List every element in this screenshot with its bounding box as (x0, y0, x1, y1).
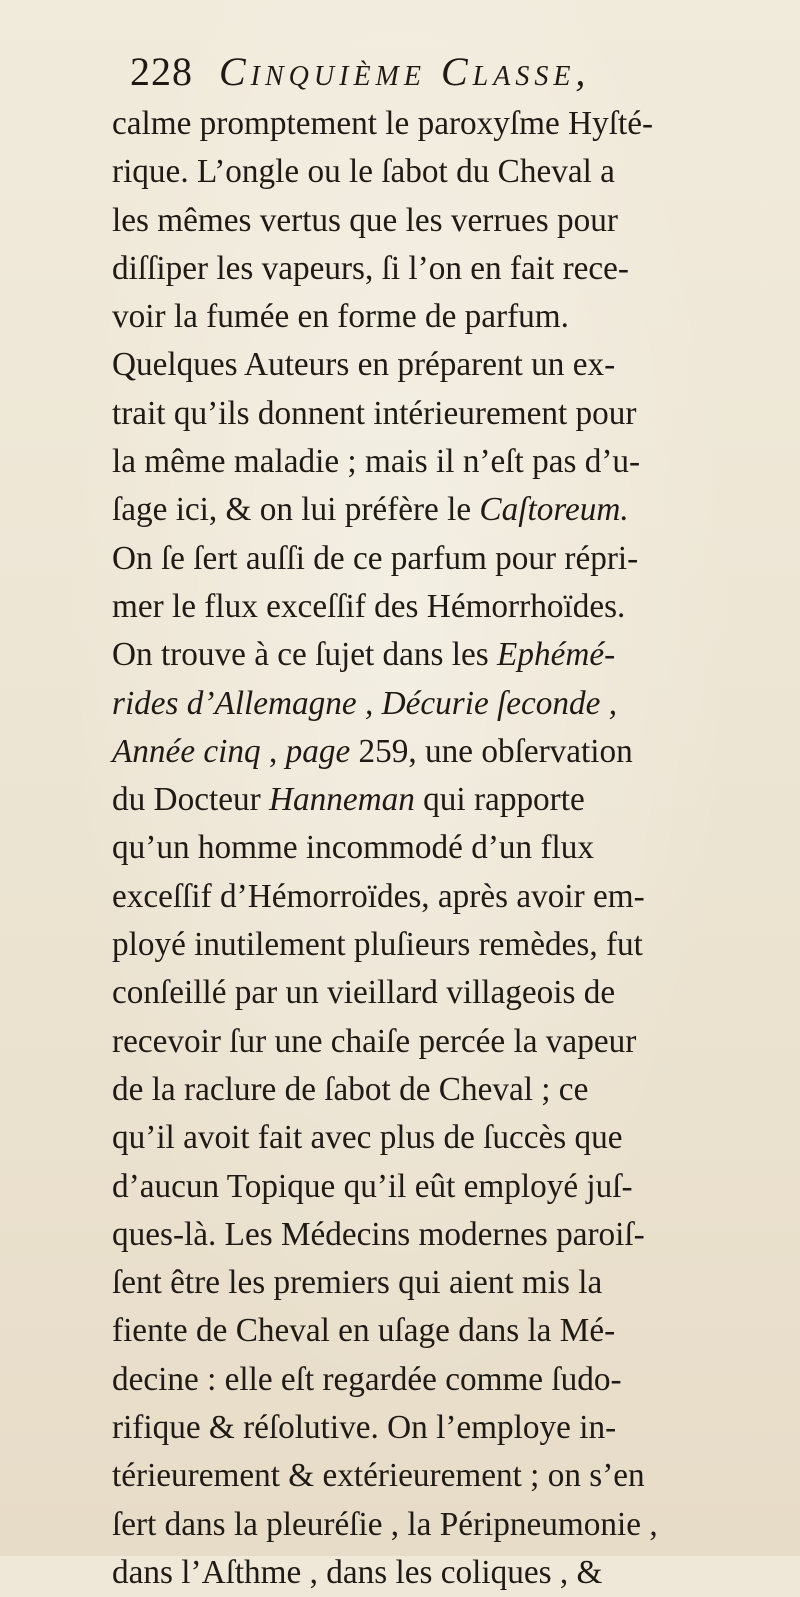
text-segment: mer le flux exceſſif des Hémorrhoïdes. (112, 587, 626, 625)
text-line (112, 1452, 777, 1500)
text-line (112, 631, 777, 679)
text-segment: rique. L’ongle ou le ſabot du Cheval a (112, 153, 615, 191)
italic-segment: Caſtoreum. (479, 491, 629, 529)
text-line (112, 583, 777, 631)
text-segment: diſſiper les vapeurs, ſi l’on en fait rece- (112, 249, 630, 287)
text-segment: ployé inutilement pluſieurs remèdes, fut (112, 926, 643, 964)
text-line (112, 776, 777, 824)
text-line (112, 873, 777, 921)
text-segment: conſeillé par un vieillard villageois de (112, 974, 616, 1012)
text-segment: dans l’Aſthme , dans les coliques , & (112, 1553, 603, 1591)
text-line (112, 728, 777, 776)
running-title: Cinquième Classe, (219, 49, 591, 94)
italic-segment: page (285, 732, 351, 770)
text-line (112, 1018, 777, 1066)
text-line (112, 148, 777, 196)
text-line (112, 921, 777, 969)
text-segment: 259, une obſervation (350, 732, 633, 770)
text-line (112, 1501, 777, 1549)
text-segment: d’aucun Topique qu’il eût employé juſ- (112, 1167, 633, 1205)
text-line (112, 100, 777, 148)
text-segment: fiente de Cheval en uſage dans la Mé- (112, 1312, 616, 1350)
text-line (112, 535, 777, 583)
text-line (112, 245, 777, 293)
body-text (112, 100, 792, 1597)
text-segment: exceſſif d’Hémorroïdes, après avoir em- (112, 877, 645, 915)
text-segment: trait qu’ils donnent intérieurement pour (112, 394, 637, 432)
text-segment: de la raclure de ſabot de Cheval ; ce (112, 1070, 589, 1108)
text-segment: , (260, 732, 286, 770)
text-line (112, 341, 777, 389)
italic-segment: Ephémé- (497, 636, 616, 674)
text-line (112, 680, 777, 728)
text-segment: qui rapporte (414, 781, 585, 819)
text-segment: ſent être les premiers qui aient mis la (112, 1264, 603, 1302)
text-segment: voir la fumée en forme de parfum. (112, 298, 569, 336)
text-segment: decine : elle eſt regardée comme ſudo- (112, 1360, 622, 1398)
text-line (112, 824, 777, 872)
text-segment: les mêmes vertus que les verrues pour (112, 201, 618, 239)
text-line (112, 1356, 777, 1404)
text-segment: calme promptement le paroxyſme Hyſté- (112, 105, 654, 142)
text-segment: rifique & réſolutive. On l’employe in- (112, 1409, 617, 1447)
text-segment: ſert dans la pleuréſie , la Péripneumonie , (112, 1505, 658, 1543)
text-line (112, 1549, 777, 1597)
text-line (112, 969, 777, 1017)
text-line (112, 390, 777, 438)
text-segment: qu’il avoit fait avec plus de ſuccès que (112, 1119, 623, 1157)
text-line (112, 438, 777, 486)
text-line (112, 1259, 777, 1307)
italic-segment: Année cinq (112, 732, 261, 770)
text-line (112, 197, 777, 245)
text-line (112, 486, 777, 534)
text-line (112, 1404, 777, 1452)
text-line (112, 1307, 777, 1355)
text-segment: térieurement & extérieurement ; on s’en (112, 1457, 645, 1495)
text-line (112, 1114, 777, 1162)
text-segment: On trouve à ce ſujet dans les (112, 636, 498, 674)
text-segment: ſage ici, & on lui préfère le (112, 491, 480, 529)
text-segment: On ſe ſert auſſi de ce parfum pour répri- (112, 539, 639, 577)
italic-segment: rides d’Allemagne , Décurie ſeconde , (112, 684, 618, 722)
text-segment: recevoir ſur une chaiſe percée la vapeur (112, 1022, 637, 1060)
italic-segment: Hanneman (268, 781, 415, 819)
text-segment: ques-là. Les Médecins modernes paroiſ- (112, 1215, 645, 1253)
page-number: 228 (130, 49, 193, 94)
text-segment: Quelques Auteurs en préparent un ex- (112, 346, 616, 384)
running-header (130, 48, 770, 96)
text-segment: la même maladie ; mais il n’eſt pas d’u- (112, 443, 641, 481)
text-segment: du Docteur (112, 781, 269, 819)
text-line (112, 1066, 777, 1114)
text-line (112, 293, 777, 341)
text-line (112, 1211, 777, 1259)
text-segment: qu’un homme incommodé d’un flux (112, 829, 595, 867)
text-line (112, 1163, 777, 1211)
